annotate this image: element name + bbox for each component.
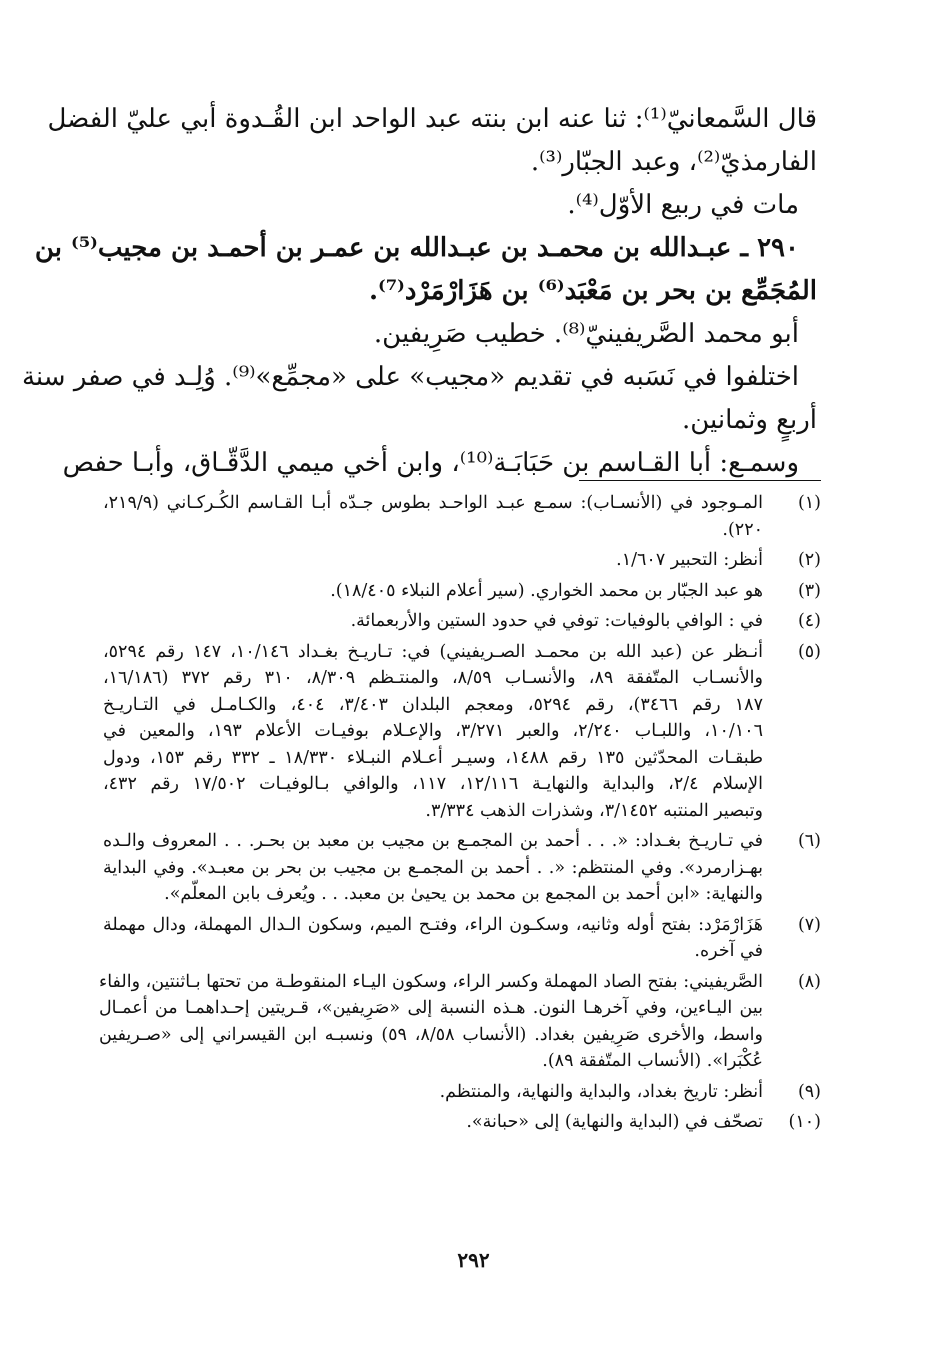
text-line: أبو محمد الصَّريفينيّ⁽⁸⁾. خطيب صَرِيفين.	[373, 319, 799, 349]
footnote-number: (١)	[797, 493, 821, 513]
footnote-line: وتبصير المنتبه ٣/١٤٥٢، وشذرات الذهب ٣/٣٣٤.	[425, 800, 763, 821]
footnote	[103, 828, 821, 908]
page-number: ٢٩٢	[457, 1248, 490, 1272]
footnote-number: (٩)	[797, 1081, 821, 1102]
footnote	[103, 578, 821, 605]
footnote-separator	[579, 480, 821, 481]
footnote-line: طبقـات المحدّثين ١٣٥ رقم ١٤٨٨، وسيـر أعـلام النبـلاء ١٨/٣٣٠ ـ ٣٣٢ رقم ١٥٣، ودول	[103, 747, 764, 768]
footnote-line: بين اليـاءين، وفي آخرهـا النون. هـذه النسبة إلى «صَرِيفين»، قـريتين إحـداهمـا من أعمـال	[98, 998, 763, 1018]
footnote-number: (٥)	[797, 641, 821, 662]
footnote-number: (٨)	[797, 971, 821, 992]
footnotes	[98, 490, 821, 1140]
text-line: وسمـع: أبا القـاسم بن حَبَابَـة⁽¹⁰⁾، وابن أخي ميمي الدَّقّـاق، وأبـا حفص	[62, 448, 799, 478]
footnote-line: أنظر: تاريخ بغداد، والبداية والنهاية، والمنتظم.	[439, 1081, 763, 1102]
footnote-line: هو عبد الجبّار بن محمد الخواري. (سير أعلام النبلاء ١٨/٤٠٥).	[330, 580, 763, 601]
footnote-line: بهـزارمرد». وفي المنتظم: «. . أحمد بن المجمـع بن مجيب بن بحر بن معبـد». وفي البداية	[103, 857, 763, 878]
text-line: مات في ربيع الأوّل⁽⁴⁾.	[567, 190, 799, 220]
footnote-line: الإسلام ٢/٤، والبداية والنهايـة ١٢/١١٦، ١١٧، والوافي بـالوفيـات ١٧/٥٠٢ رقم ٤٣٢،	[103, 774, 763, 794]
footnote-line: ١٠/١٠٦، واللبـاب ٢/٢٤٠، والعبر ٣/٢٧١، والإعـلام بوفيـات الأعلام ١٩٣، والمعين في	[103, 721, 763, 741]
text-line: اختلفوا في نَسَبه في تقديم «مجيب» على «مجمِّع»⁽⁹⁾. وُلِـد في صفر سنة	[21, 362, 799, 392]
footnote-line: ١٨٧ رقم ٣٤٦٦)، رقم ٥٢٩٤، ومعجم البلدان ٣/٤٠٣، ٤٠٤، والكـامـل في التـاريـخ	[103, 694, 763, 715]
footnote-line: تصحّف في (البداية والنهاية) إلى «حبانة».	[466, 1112, 763, 1132]
footnote	[103, 490, 821, 543]
footnote-line: الصَّريفيني: بفتح الصاد المهملة وكسر الراء، وسكون اليـاء المنقوطـة من تحتها بـاثنتين، والفاء	[98, 971, 763, 992]
footnote-number: (١٠)	[788, 1112, 821, 1132]
footnote-line: والنهاية: «ابن أحمد بن المجمع بن محمد بن يحيىٰ بن معبد. . . ويُعرف بابن المعلّم».	[164, 884, 763, 904]
footnote-line: هَزَارْمَرْد: بفتح أوله وثانيه، وسكـون الراء، وفتـح الميم، وسكون الـدال المهملة، ودال مهملة	[103, 914, 763, 935]
footnote-number: (٦)	[797, 831, 821, 851]
text-line: قال السَّمعانيّ⁽¹⁾: ثنا عنه ابن بنته عبد الواحد ابن القُـدوة أبي عليّ الفضل	[47, 104, 817, 134]
footnote-line: في آخره.	[694, 941, 763, 961]
main-text	[21, 98, 817, 485]
footnote	[103, 639, 821, 825]
footnote-line: واسط، والأخرى صَرِيفين بغداد. (الأنساب ٨/٥٨، ٥٩) ونسبـه ابن القيسراني إلى «صـريفين	[98, 1024, 764, 1045]
entry-heading: ٢٩٠ ـ عبـدالله بن محمـد بن عبـدالله بن عمـر بن أحمـد بن مجيب⁽⁵⁾ بن	[34, 233, 799, 263]
footnote-number: (٧)	[797, 914, 821, 935]
footnote-line: عُكْبَرا». (الأنساب المتّفقة ٨٩).	[542, 1051, 763, 1071]
footnote	[103, 608, 821, 635]
footnote-line: والأنسـاب المتّفقة ٨٩، والأنسـاب ٨/٥٩، والمنتـظم ٨/٣٠٩، ٣١٠ رقم ٣٧٢ (١٦/١٨٦،	[103, 668, 763, 688]
footnote	[98, 969, 821, 1075]
entry-heading: المُجَمِّع بن بحر بن مَعْبَد⁽⁶⁾ بن هَزَارْمَرْد⁽⁷⁾.	[368, 276, 817, 306]
footnote-line: المـوجود في (الأنسـاب): سمـع عبـد الواحـد بطوس جـدّه أبـا القـاسم الكُـركـاني (٢١٩/٩،	[103, 493, 763, 513]
footnote-line: في : الوافي بالوفيات: توفي في حدود الستين والأربعمائة.	[350, 611, 763, 631]
text-line: الفارمذيّ⁽²⁾، وعبد الجبّار⁽³⁾.	[530, 147, 817, 177]
footnote-number: (٢)	[797, 550, 821, 570]
footnote-line: ٢٢٠).	[722, 519, 763, 540]
footnote-line: أنـظر عن (عبد الله بن محمـد الصـريفيني) في: تـاريـخ بغـداد ١٠/١٤٦، ١٤٧ رقم ٥٢٩٤،	[103, 641, 763, 662]
footnote	[103, 1079, 821, 1106]
footnote-number: (٤)	[797, 611, 821, 631]
footnote	[103, 547, 821, 574]
footnote	[103, 912, 821, 965]
footnote-line: أنظر: التحبير ١/٦٠٧.	[616, 550, 763, 570]
footnote	[103, 1109, 821, 1136]
footnote-line: في تـاريـخ بغـداد: «. . . أحمد بن المجمـع بن مجيب بن معبد بن بحـر. . . المعروف والـده	[103, 831, 763, 851]
text-line: أربعٍ وثمانين.	[681, 405, 817, 435]
footnote-number: (٣)	[797, 580, 821, 601]
